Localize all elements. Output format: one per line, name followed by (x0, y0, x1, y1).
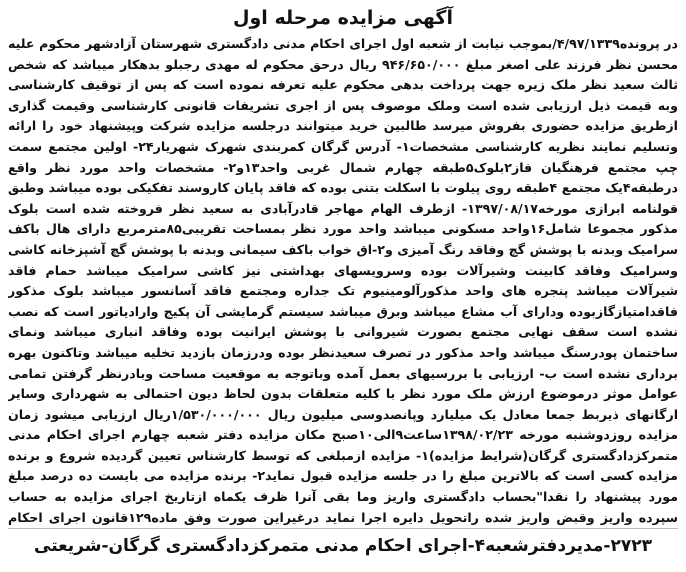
notice-title: آگهی مزایده مرحله اول (233, 7, 453, 29)
notice-signature: ۲۷۲۳-مدیردفترشعبه۴-اجرای احکام مدنی متمرکزدادگستری گرگان-شریعتی (34, 536, 652, 556)
notice-body: در پرونده۴/۹۷/۱۳۳۹/بموجب نیابت از شعبه اول اجرای احکام مدنی دادگستری شهرستان آزادشهر محکوم علیه محسن نظر فرزند علی اصغر مبلغ ۹۴۶/۶۵۰/۰۰۰ ریال درحق محکوم له مهدی رجبلو بدهکار میباشد که شخص ثالث سعید نظر ملک زیره جهت پرداخت بدهی محکوم علیه تعرفه نموده است که پس از توقیف کارشناسی وبه قیمت ذیل ارزیابی شده است وملک موصوف پس از اجری تشریفات قانونی کارشناسی وقیمت گذاری ازطریق مزایده حضوری بفروش میرسد طالبین خرید میتوانند درجلسه مزایده شرکت وپیشنهاد خود را ارائه وتسلیم نمایند نظریه کارشناسی مشخصات۱- آدرس گرگان کمربندی شهرک شهریار۲۴- اولین مجتمع سمت چپ مجتمع فرهنگیان فاز۲بلوک۵طبقه چهارم شمال غربی واحد۱۳و۲- مشخصات واحد مورد نظر واقع درطبقه۴یک مجتمع ۴طبقه روی پیلوت با اسکلت بتنی بوده که فاقد پایان کاروسند تفکیکی بوده میباشد وطبق قولنامه ابرازی مورخه۱۳۹۷/۰۸/۱۷- ازطرف الهام مهاجر قادرآبادی به سعید نظر فروخته شده است بلوک مذکور مجموعا شامل۱۶واحد مسکونی میباشد واحد مورد نظر بمساحت تقریبی۸۵مترمربع دارای هال باکف سرامیک وبدنه با پوشش گچ وفاقد رنگ آمیزی و۲-اق خواب باکف سیمانی وبدنه با پوشش گچ آشپزخانه کاشی وسرامیک وفاقد کابینت وشیرآلات بوده وسرویسهای بهداشتی نیز کاشی سرامیک میباشد حمام فاقد شیرآلات میباشد پنجره های واحد مذکورآلومینیوم تک جداره ومجتمع فاقد آسانسور میباشد بلوک مذکور فاقدامتیازگازبوده ودارای آب مشاع میباشد وبرق میباشد سیستم گرمایشی آن پکیج وارادیاتور است که نصب نشده است سقف نهایی مجتمع بصورت شیروانی با پوشش ایرانیت بوده وفاقد انباری میباشد ونمای ساختمان پودرسنگ میباشد واحد مذکور در تصرف سعیدنظر بوده ودرزمان بازدید تخلیه میباشد وتاکنون بهره برداری نشده است ب- ارزیابی با بررسیهای بعمل آمده وباتوجه به موقعیت مساحت وبادرنظر گرفتن تمامی عوامل موثر درموضوع ارزش ملک مورد نظر با کلیه متعلقات بدون لحاظ دیون احتمالی به شهرداری وسایر ارگانهای ذیربط جمعا معادل یک میلیارد وپانصدوسی میلیون ریال ۱/۵۳۰/۰۰۰/۰۰۰ریال ارزیابی میشود زمان مزایده روزدوشنبه مورخه ۱۳۹۸/۰۲/۲۳ساعت۹الی۱۰صبح مکان مزایده دفتر شعبه چهارم اجرای احکام مدنی متمرکزدادگستری گرگان(شرایط مزایده)۱- مزایده ازمبلغی که توسط کارشناس تعیین گردیده شروع و برنده مزایده کسی است که بالاترین مبلغ را در جلسه مزایده قبول نماید۲- برنده مزایده می بایست ده درصد مبلغ مورد پیشنهاد را نقدا"بحساب دادگستری واریز وما بقی آنرا ظرف یکماه ازتاریخ اجرای مزایده به حساب سپرده واریز وقبض واریز شده راتحویل دایره اجرا نماید درغیراین صورت وفق ماده۱۲۹قانون اجرای احکام (8, 36, 678, 525)
